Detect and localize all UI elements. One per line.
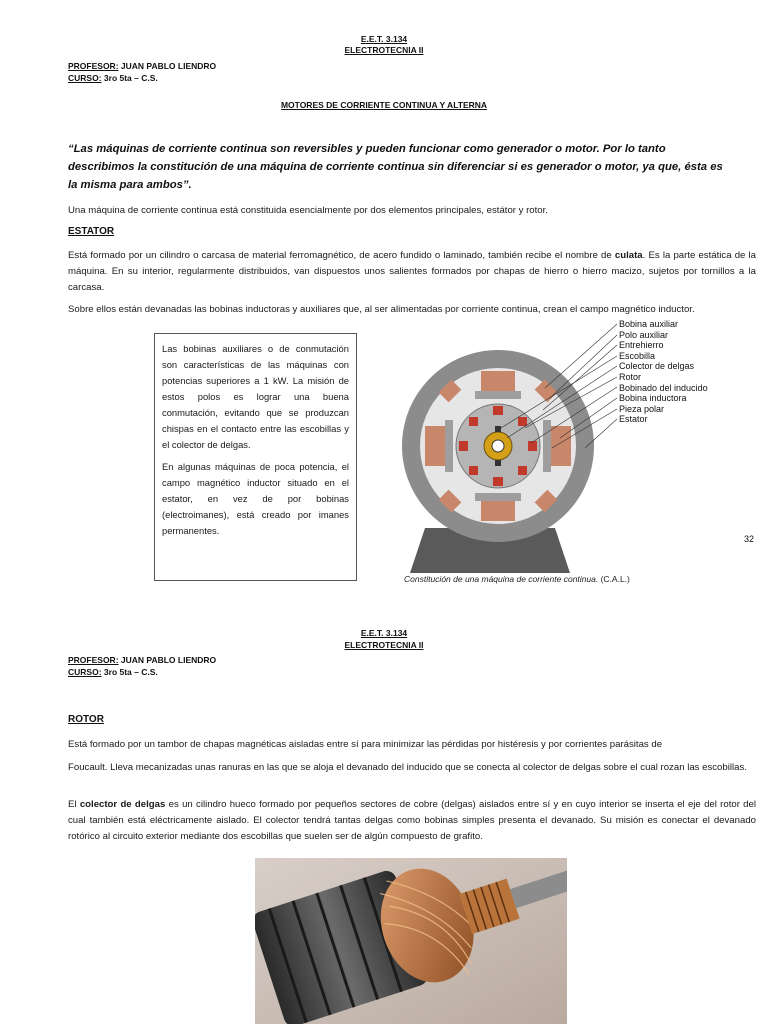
pole-piece-left — [445, 420, 453, 472]
quote-line: describimos la constitución de una máquina de corriente continua sin diferenciar si es generador o motor, ya que, ésta es — [68, 161, 723, 173]
course-value: 3ro 5ta – C.S. — [103, 667, 158, 677]
rotor-slot — [469, 417, 478, 426]
course-value: 3ro 5ta – C.S. — [103, 73, 158, 83]
field-coil-bottom — [481, 499, 515, 521]
auxiliary-coils-note — [154, 333, 357, 581]
caption-source: (C.A.L.) — [600, 574, 630, 584]
subject-name: ELECTROTECNIA II — [344, 45, 424, 55]
professor-line — [68, 655, 216, 665]
pole-piece-top — [475, 391, 521, 399]
estator-heading: ESTATOR — [68, 226, 115, 237]
rotor-slot — [459, 441, 468, 451]
subject-name: ELECTROTECNIA II — [344, 640, 424, 650]
label-entrehierro: Entrehierro — [619, 340, 664, 351]
field-coil-left — [425, 426, 447, 466]
professor-name: JUAN PABLO LIENDRO — [120, 61, 217, 71]
quote-line: la misma para ambos”. — [68, 179, 192, 191]
school-code: E.E.T. 3.134 — [360, 628, 408, 638]
colector-term: colector de delgas — [79, 799, 166, 810]
rotor-slot — [518, 466, 527, 475]
professor-label: PROFESOR: — [68, 61, 119, 71]
page-number: 32 — [744, 534, 755, 544]
pole-piece-bottom — [475, 493, 521, 501]
rotor-heading: ROTOR — [68, 714, 104, 725]
rotor-slot — [518, 417, 527, 426]
shaft — [492, 440, 504, 452]
rotor-text-b: es un cilindro hueco formado por pequeños sectores de cobre (delgas) aislados entre sí y en cuyo interior se inserta el eje del rotor del cual también está eléctricamente aislado. El colector tendrá tantas delgas como bobinas simples presenta el devanado. Su misión es conectar el devanado rotórico al circuito exterior mediante dos escobillas que suelen ser de algún compuesto de grafito. — [68, 799, 756, 842]
quote-line: “Las máquinas de corriente continua son reversibles y pueden funcionar como generador o motor. Por lo tanto — [68, 143, 666, 155]
estator-paragraph-2: Sobre ellos están devanadas las bobinas inductoras y auxiliares que, al ser alimentadas por corriente continua, crean el campo magnético inductor. — [68, 304, 695, 315]
note-paragraph-1: Las bobinas auxiliares o de conmutación son características de las máquinas con potencias superiores a 1 kW. La misión de estos polos es lograr una buena conmutación, evitando que se produzcan chispas en el contacto entre las escobillas y el colector de delgas. — [162, 343, 349, 450]
label-colector: Colector de delgas — [619, 361, 695, 372]
brush-top — [495, 426, 501, 432]
note-paragraph-2: En algunas máquinas de poca potencia, el campo magnético inductor situado en el estator, en vez de por bobinas (electroimanes), está creado por imanes permanentes. — [162, 461, 349, 536]
field-coil-top — [481, 371, 515, 393]
label-bobina-auxiliar: Bobina auxiliar — [619, 319, 679, 329]
rotor-paragraph-3 — [68, 797, 756, 845]
label-escobilla: Escobilla — [619, 350, 656, 361]
label-bobina-inductora: Bobina inductora — [619, 393, 687, 404]
estator-text-a: Está formado por un cilindro o carcasa de material ferromagnético, de acero fundido o laminado, también recibe el nombre de — [68, 250, 612, 261]
pole-piece-right — [543, 420, 551, 472]
rotor-slot — [493, 477, 503, 486]
diagram-labels — [619, 319, 708, 425]
rotor-slot — [528, 441, 537, 451]
rotor-slot — [493, 406, 503, 415]
rotor-slot — [469, 466, 478, 475]
professor-label: PROFESOR: — [68, 655, 119, 665]
label-pieza-polar: Pieza polar — [619, 403, 665, 414]
course-line — [68, 667, 158, 677]
rotor-text-a: El — [68, 799, 77, 810]
school-code: E.E.T. 3.134 — [360, 34, 408, 44]
course-label: CURSO: — [68, 73, 102, 83]
caption-text: Constitución de una máquina de corriente continua. — [404, 574, 599, 584]
estator-paragraph-1 — [68, 248, 756, 296]
label-polo-auxiliar: Polo auxiliar — [619, 329, 669, 340]
rotor-paragraph-2: Foucault. Lleva mecanizadas unas ranuras en las que se aloja el devanado del inducido que se conecta al colector de delgas sobre el cual rozan las escobillas. — [68, 762, 747, 773]
rotor-paragraph-1: Está formado por un tambor de chapas magnéticas aisladas entre sí para minimizar las pérdidas por histéresis y por corrientes parásitas de — [68, 739, 663, 750]
brush-bottom — [495, 460, 501, 466]
figure-caption — [404, 574, 630, 584]
professor-name: JUAN PABLO LIENDRO — [120, 655, 217, 665]
rotor-photo — [255, 858, 567, 1024]
course-label: CURSO: — [68, 667, 102, 677]
intro-quote — [68, 140, 756, 194]
label-rotor: Rotor — [619, 371, 642, 382]
professor-line — [68, 61, 216, 71]
label-estator: Estator — [619, 414, 648, 425]
intro-paragraph: Una máquina de corriente continua está constituida esencialmente por dos elementos principales, estátor y rotor. — [68, 205, 548, 216]
estator-text-b: . Es la parte estática de la máquina. En su interior, regularmente distribuidos, van dispuestos unos salientes formados por chapas de hierro o hierro macizo, sujetos por tornillos a la carcasa. — [68, 250, 756, 293]
document-title: MOTORES DE CORRIENTE CONTINUA Y ALTERNA — [280, 100, 488, 110]
culata-term: culata — [614, 250, 643, 261]
label-bobinado-inducido: Bobinado del inducido — [619, 382, 708, 393]
field-coil-right — [549, 426, 571, 466]
course-line — [68, 73, 158, 83]
